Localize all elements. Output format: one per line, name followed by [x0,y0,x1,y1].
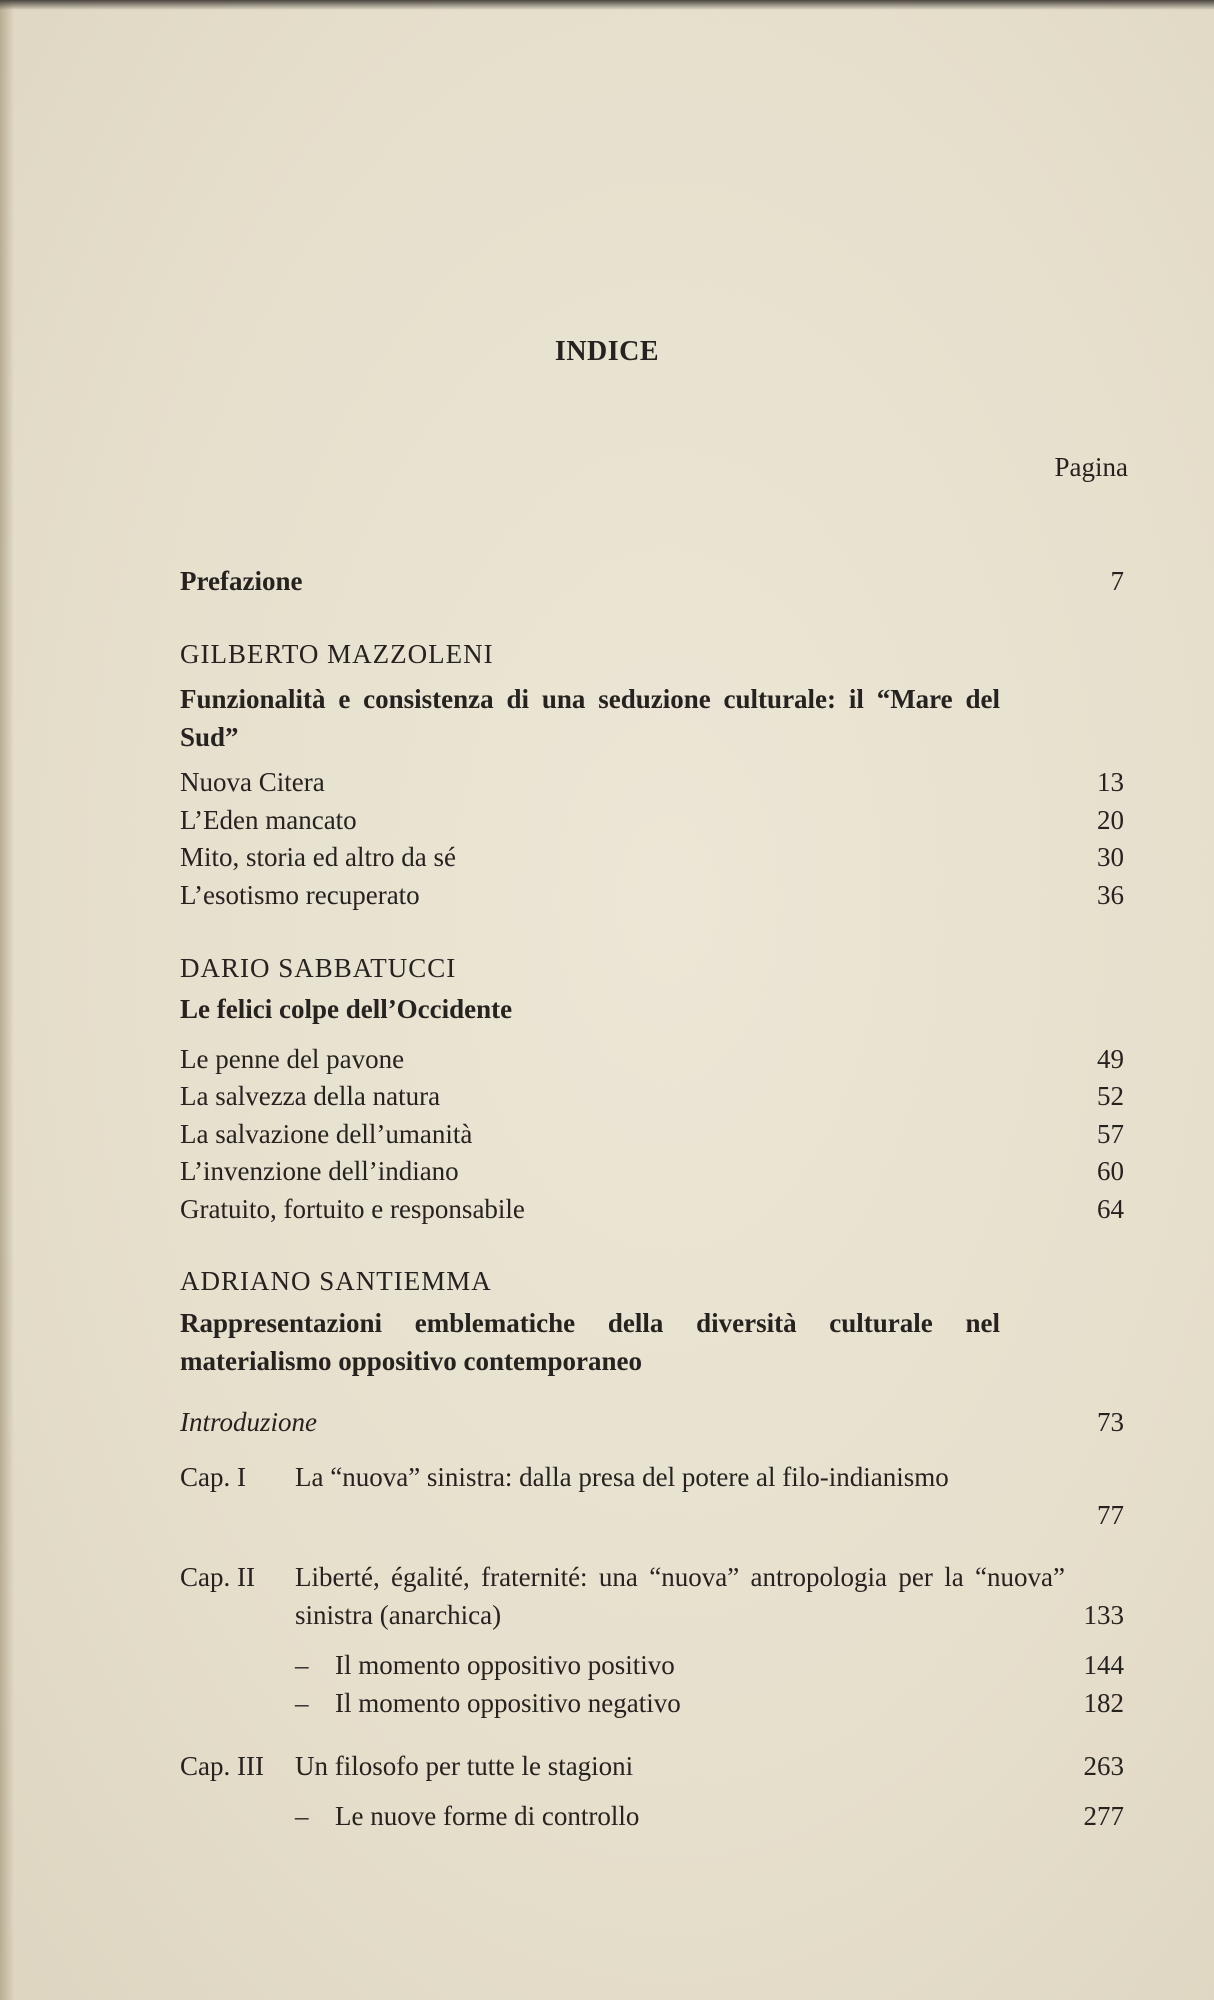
subsection-dash: – [295,1650,309,1680]
subsection-page: 277 [1083,1801,1124,1831]
toc-entry-label: L’invenzione dell’indiano [180,1156,459,1186]
section-author: ADRIANO SANTIEMMA [180,1266,492,1296]
toc-entry-label: Gratuito, fortuito e responsabile [180,1194,525,1224]
toc-entry-page: 20 [1097,805,1124,835]
chapter-title: Liberté, égalité, fraternité: una “nuova” antropologia per la “nuova” sinistra (anarchica) [295,1562,1065,1630]
toc-entry-label: Le penne del pavone [180,1044,405,1074]
chapter-title: La “nuova” sinistra: dalla presa del potere al filo-indianismo [295,1462,949,1492]
subsection-label: Il momento oppositivo negativo [335,1688,681,1718]
chapter-number: Cap. I [180,1462,246,1492]
subsection-dash: – [295,1688,309,1718]
toc-entry-page: 36 [1097,880,1124,910]
toc-entry-label: Mito, storia ed altro da sé [180,842,456,872]
toc-entry-label: Introduzione [180,1407,317,1437]
essay-title: Le felici colpe dell’Occidente [180,994,513,1024]
subsection-dash: – [295,1801,309,1831]
chapter-number: Cap. III [180,1751,264,1781]
toc-entry-page: 57 [1097,1119,1124,1149]
chapter-page: 263 [1083,1751,1124,1781]
page-shadow-left [0,0,14,2000]
toc-entry-page: 64 [1097,1194,1124,1224]
page-title: INDICE [554,336,660,367]
toc-entry-page: 30 [1097,842,1124,872]
toc-entry-label: La salvazione dell’umanità [180,1119,473,1149]
subsection-page: 144 [1083,1650,1124,1680]
page-shadow-top [0,0,1214,10]
toc-entry-label: L’Eden mancato [180,805,357,835]
subsection-label: Le nuove forme di controllo [335,1801,640,1831]
chapter-page: 133 [1083,1600,1124,1630]
toc-entry-label: La salvezza della natura [180,1081,441,1111]
essay-title: Rappresentazioni emblematiche della diversità culturale nel materialismo oppositivo contemporaneo [180,1308,1000,1376]
subsection-label: Il momento oppositivo positivo [335,1650,675,1680]
toc-entry-label: L’esotismo recuperato [180,880,420,910]
chapter-number: Cap. II [180,1562,255,1592]
toc-entry-page: 49 [1097,1044,1124,1074]
chapter-title: Un filosofo per tutte le stagioni [295,1751,634,1781]
toc-entry-page: 7 [1110,566,1124,596]
toc-entry-page: 52 [1097,1081,1124,1111]
toc-entry-page: 13 [1097,767,1124,797]
toc-entry-label: Nuova Citera [180,767,325,797]
section-author: DARIO SABBATUCCI [180,953,457,983]
section-author: GILBERTO MAZZOLENI [180,639,494,669]
subsection-page: 182 [1083,1688,1124,1718]
toc-entry-page: 60 [1097,1156,1124,1186]
essay-title: Funzionalità e consistenza di una seduzione culturale: il “Mare del Sud” [180,684,1000,752]
toc-entry-label: Prefazione [180,566,303,596]
toc-entry-page: 73 [1097,1407,1124,1437]
chapter-page: 77 [1097,1500,1124,1530]
page-column-label: Pagina [1054,452,1128,482]
